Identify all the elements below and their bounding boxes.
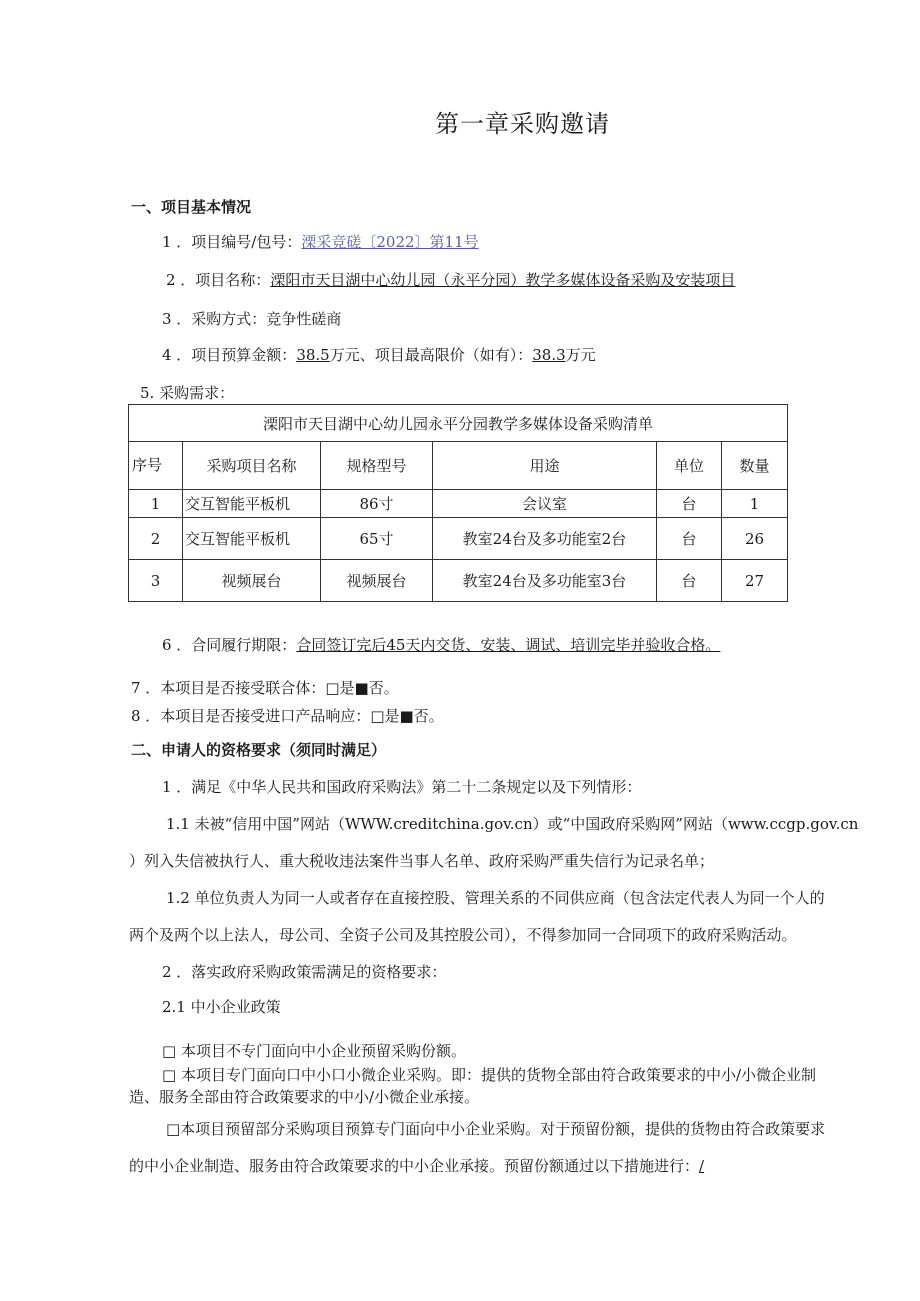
page-title: 第一章采购邀请 (435, 110, 610, 138)
qual-item-1-2-line2: 两个及两个以上法人，母公司、全资子公司及其控股公司），不得参加同一合同项下的政府采购活动。 (129, 926, 797, 944)
budget-value: 38.5 (296, 346, 330, 364)
item-label: 1 ．项目编号/包号： (162, 233, 302, 251)
procurement-table (128, 404, 788, 602)
table-cell: 教室24台及多功能室2台 (433, 518, 657, 560)
table-cell: 视频展台 (321, 560, 433, 602)
table-cell: 教室24台及多功能室3台 (433, 560, 657, 602)
table-cell: 1 (722, 490, 788, 518)
item-project-number (162, 232, 479, 252)
sme-option-2-line2: 造、服务全部由符合政策要求的中小/小微企业承接。 (129, 1088, 480, 1106)
sme-option-3-text: 的中小企业制造、服务由符合政策要求的中小企业承接。预留份额通过以下措施进行： (129, 1157, 700, 1175)
qual-item-2: 2 ．落实政府采购政策需满足的资格要求： (162, 963, 447, 981)
item-imported-products: 8 ．本项目是否接受进口产品响应：□是■否。 (131, 707, 444, 725)
table-cell: 台 (657, 560, 722, 602)
table-cell: 台 (657, 518, 722, 560)
project-name-value: 溧阳市天目湖中心幼儿园（永平分园）教学多媒体设备采购及安装项目 (270, 271, 736, 289)
header-cell: 序号 (129, 442, 183, 490)
item-procurement-needs: 5. 采购需求： (140, 384, 235, 402)
qual-item-2-1: 2.1 中小企业政策 (162, 998, 281, 1016)
sme-option-3-measure: / (699, 1157, 705, 1175)
item-label: 2 ．项目名称： (166, 271, 271, 289)
item-consortium: 7 ．本项目是否接受联合体：□是■否。 (131, 679, 399, 697)
table-cell: 86寸 (321, 490, 433, 518)
max-price-unit: 万元 (565, 346, 596, 364)
table-cell: 27 (722, 560, 788, 602)
item-contract-period (162, 635, 720, 655)
table-row (129, 518, 788, 560)
section-heading-qualifications: 二、申请人的资格要求（须同时满足） (131, 741, 387, 759)
sme-option-3-line2 (129, 1156, 704, 1176)
table-cell: 1 (129, 490, 183, 518)
header-cell: 规格型号 (321, 442, 433, 490)
table-cell: 2 (129, 518, 183, 560)
project-number-link[interactable]: 溧采竞磋〔2022〕第11号 (301, 233, 479, 251)
sme-option-1: □ 本项目不专门面向中小企业预留采购份额。 (162, 1042, 466, 1060)
header-cell: 单位 (657, 442, 722, 490)
item-budget (162, 345, 596, 365)
header-cell: 数量 (722, 442, 788, 490)
qual-item-1-1-line2: ）列入失信被执行人、重大税收违法案件当事人名单、政府采购严重失信行为记录名单； (129, 852, 715, 870)
item-procurement-method: 3 ．采购方式：竞争性磋商 (162, 310, 342, 328)
item-label: 6 ．合同履行期限： (162, 636, 297, 654)
header-cell: 用途 (433, 442, 657, 490)
table-cell: 视频展台 (183, 560, 321, 602)
max-price-value: 38.3 (532, 346, 566, 364)
table-cell: 26 (722, 518, 788, 560)
sme-option-3-line1: □本项目预留部分采购项目预算专门面向中小企业采购。对于预留份额，提供的货物由符合政策要求 (166, 1120, 826, 1138)
budget-label: 4 ．项目预算金额： (162, 346, 297, 364)
max-price-label: 万元、项目最高限价（如有）： (329, 346, 533, 364)
qual-item-1-2-line1: 1.2 单位负责人为同一人或者存在直接控股、管理关系的不同供应商（包含法定代表人为同一个人的 (166, 889, 825, 907)
sme-option-2-line1: □ 本项目专门面向口中小口小微企业采购。即：提供的货物全部由符合政策要求的中小/小微企业制 (162, 1066, 816, 1084)
table-caption: 溧阳市天目湖中心幼儿园永平分园教学多媒体设备采购清单 (129, 405, 788, 442)
table-cell: 交互智能平板机 (183, 518, 321, 560)
header-cell: 采购项目名称 (183, 442, 321, 490)
qual-item-1: 1 ．满足《中华人民共和国政府采购法》第二十二条规定以及下列情形： (162, 778, 642, 796)
table-cell: 会议室 (433, 490, 657, 518)
table-cell: 65寸 (321, 518, 433, 560)
table-cell: 3 (129, 560, 183, 602)
contract-period-value: 合同签订完后45天内交货、安装、调试、培训完毕并验收合格。 (296, 636, 721, 654)
table-header-row (129, 442, 788, 490)
qual-item-1-1-line1: 1.1 未被“信用中国”网站（WWW.creditchina.gov.cn）或“中国政府采购网”网站（www.ccgp.gov.cn (166, 815, 859, 833)
table-row (129, 560, 788, 602)
table-cell: 交互智能平板机 (183, 490, 321, 518)
table-cell: 台 (657, 490, 722, 518)
table-row (129, 490, 788, 518)
section-heading-basic-info: 一、项目基本情况 (131, 198, 252, 216)
item-project-name (166, 270, 735, 290)
